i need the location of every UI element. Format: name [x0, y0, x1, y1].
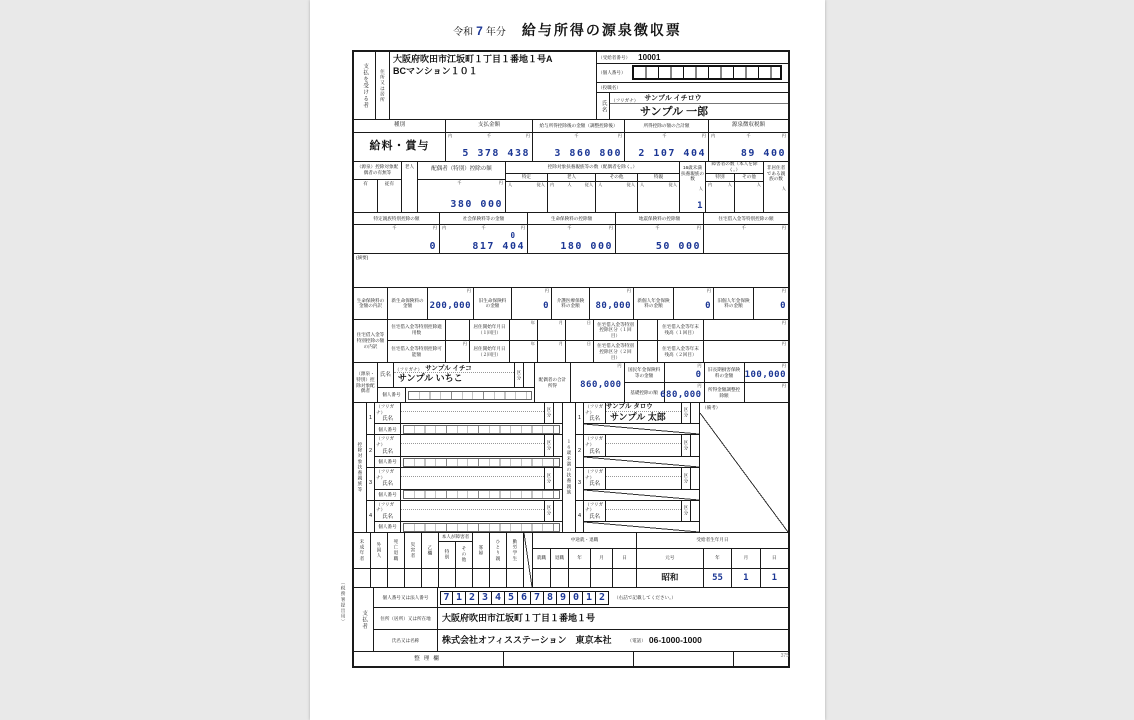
recipient-number-label: （受給者番号） [598, 54, 631, 60]
no-entry-strip [584, 423, 699, 434]
recipient-personal-number-label: （個人番号） [598, 69, 626, 75]
dependent-row [367, 501, 562, 533]
under16-name: サンプル 太郎 [610, 411, 666, 422]
phone-value: 06-1000-1000 [648, 634, 702, 645]
juari-marker: 従有 [384, 180, 395, 186]
nin-marker: 人 [756, 181, 761, 187]
spouse-kojin-boxes [408, 391, 532, 400]
yen-marker: 円 [697, 363, 702, 369]
otsu-column-flag-label: 乙欄 [422, 533, 438, 569]
yen-marker: 円 [781, 363, 786, 369]
yen-marker: 円 [626, 288, 631, 294]
nin-marker: 人 [781, 185, 786, 191]
tsuki-marker: 月 [558, 341, 563, 347]
social-insurance-inner: 0 [510, 230, 515, 240]
title-year: 7 [476, 24, 483, 38]
recipient-role-label: （役職名） [598, 84, 621, 90]
payment-amount: 5 378 438 [462, 148, 530, 160]
under16-header: 16歳未満扶養親族の数 [681, 164, 704, 182]
page-code: 375 [780, 653, 789, 659]
self-disability-other-value [456, 569, 472, 587]
tekiyo-label: (摘要) [356, 255, 369, 261]
dependents-right-rows [576, 403, 700, 532]
payer-address-label: 住所（居所）又は所在地 [374, 608, 438, 629]
single-parent-flag-value [490, 569, 506, 587]
uchi-marker: 内 [549, 181, 555, 187]
tax-office-copy-note: （税務署提出用） [341, 580, 346, 625]
old-life-label: 旧生命保険料の金額 [474, 288, 512, 319]
dis-other-label: その他 [735, 174, 763, 182]
row-number: 2 [367, 435, 375, 467]
recipient-number-value: 10001 [638, 52, 661, 62]
uchi-marker: 内 [708, 181, 713, 187]
under16-row [576, 468, 699, 501]
row-number: 3 [576, 468, 584, 500]
junin-marker: 従人 [536, 181, 545, 187]
nonresident-header: 非居住者である親族の数 [766, 164, 786, 182]
emp-month-label: 月 [591, 549, 612, 569]
row-number: 1 [367, 403, 375, 435]
yen-marker: 円 [696, 224, 701, 230]
spouse-kojin-label: 個人番号 [378, 388, 406, 402]
deductions-section [354, 213, 788, 255]
era-label: 元号 [637, 549, 703, 569]
type-header: 種別 [354, 120, 445, 133]
kojin-label: 個人番号 [375, 424, 401, 434]
recipient-info [597, 52, 788, 119]
yen-marker: 円 [498, 179, 503, 185]
name-label: 氏名 [588, 448, 600, 455]
yen-marker: 円 [781, 224, 786, 230]
dep-other-label: その他 [596, 174, 637, 182]
kojin-label: 個人番号 [375, 522, 401, 532]
quake-insurance-amount: 50 000 [655, 240, 701, 252]
remarks-label: （備考） [702, 404, 721, 410]
remarks-box [700, 403, 788, 532]
name-label: 氏名 [588, 514, 600, 521]
yen-marker: 円 [697, 383, 702, 389]
widow-flag-label: 寡婦 [473, 533, 489, 569]
kojin-boxes [403, 523, 560, 532]
payer-name-label: 氏名又は名称 [374, 630, 438, 651]
hi-marker: 日 [586, 319, 591, 325]
social-insurance-header: 社会保険料等の金額 [440, 213, 527, 225]
dependents-right-label: １６歳未満の扶養親族 [563, 403, 576, 532]
spouse-name: サンプル いちこ [397, 373, 463, 384]
retire-label: 退職 [551, 549, 568, 569]
care-medical-label: 介護医療保険料の金額 [552, 288, 590, 319]
housing-count-label: 住宅借入金等特別控除適用数 [388, 320, 446, 341]
payee-label: 支払を受ける者 [354, 52, 376, 119]
dep-specific-label: 特定 [506, 174, 547, 182]
widow-flag-value [473, 569, 489, 587]
kojin-boxes [403, 490, 560, 499]
kubun-label: 区分 [682, 468, 691, 489]
income-adjust-label: 所得金額調整控除額 [705, 383, 745, 402]
kubun-value [554, 403, 562, 424]
dependent-row [367, 468, 562, 501]
yen-marker: 円 [432, 224, 437, 230]
row-number: 4 [367, 501, 375, 533]
residence-date1-label: 居住開始年月日（１回目） [470, 320, 510, 341]
yen-marker: 円 [706, 288, 711, 294]
kubun-label: 区分 [545, 468, 554, 489]
uchi-marker: 内 [442, 224, 447, 230]
housing-kubun2-label: 住宅借入金等特別控除区分（２回目） [594, 341, 638, 362]
tekiyo-section [354, 254, 788, 288]
name-label: 氏名 [588, 481, 600, 488]
form-title [310, 20, 825, 40]
sen-marker: 千 [662, 133, 667, 138]
quake-insurance-header: 地震保険料の控除額 [616, 213, 703, 225]
dependent-furigana [401, 403, 544, 412]
old-life-value: 0 [543, 300, 549, 311]
birthdate-header: 受給者生年月日 [637, 533, 788, 549]
dependents-left-rows [367, 403, 563, 532]
under16-row [576, 501, 699, 533]
kojin-boxes [403, 458, 560, 467]
recipient-section [354, 52, 788, 120]
life-insurance-header: 生命保険料の控除額 [528, 213, 615, 225]
hire-value [533, 569, 550, 587]
under16-count: 1 [697, 200, 703, 211]
otsu-column-flag-value [422, 569, 438, 587]
recipient-address-line2: BCマンション１０１ [393, 65, 478, 76]
recipient-address [390, 52, 597, 119]
housing-detail-label: 住宅借入金等特別控除の額の内訳 [354, 320, 388, 363]
name-label: 氏名 [381, 416, 393, 423]
payment-section [354, 120, 788, 162]
sen-marker: 千 [655, 224, 660, 230]
social-insurance-amount: 817 404 [472, 240, 525, 252]
housing-balance1-label: 住宅借入金等年末残高（１回目） [658, 320, 704, 341]
ari-marker: 有 [363, 180, 368, 186]
furigana-label: （フリガナ） [585, 501, 604, 513]
junin-marker: 従人 [626, 181, 636, 187]
spouse-income-value: 860,000 [580, 379, 622, 390]
sen-marker: 千 [567, 224, 572, 230]
recipient-name: サンプル 一郎 [640, 106, 709, 119]
office-use-label: 整理欄 [414, 655, 443, 662]
payer-name: 株式会社オフィスステーション 東京本社 [442, 634, 612, 645]
payment-type-value: 給料・賞与 [369, 140, 430, 153]
basic-deduction-label: 基礎控除の額 [625, 383, 665, 402]
birth-month-value: 1 [743, 572, 749, 583]
dependents-count-header: 控除対象扶養親族等の数（配偶者を除く。） [506, 162, 679, 174]
kubun-label: 区分 [545, 435, 554, 456]
yen-marker: 円 [781, 341, 786, 347]
nin-marker: 人 [698, 185, 703, 191]
sen-marker: 千 [746, 133, 751, 138]
pension-label: 国民年金保険料等の金額 [625, 363, 665, 382]
tsuki-marker: 月 [558, 319, 563, 325]
yen-marker: 円 [781, 319, 786, 325]
recipient-personal-number-boxes [632, 65, 782, 80]
office-use-box2 [634, 652, 734, 666]
sen-marker: 千 [481, 224, 486, 230]
spouse-kubun-value [524, 363, 534, 387]
spouse-furigana: サンプル イチコ [425, 364, 472, 372]
yen-marker: 円 [781, 288, 786, 294]
no-entry-strip [584, 489, 699, 500]
payer-number-label: 個人番号又は法人番号 [374, 588, 438, 607]
new-life-value: 200,000 [429, 300, 471, 311]
old-pension-value: 0 [780, 300, 786, 311]
disability-count-header: 障害者の数（本人を除く。） [706, 162, 763, 174]
death-retirement-flag-value [388, 569, 404, 587]
foreigner-flag-value [371, 569, 387, 587]
payer-label: 支払者 [354, 588, 374, 651]
dependent-row [367, 403, 562, 436]
spouse-deduction-amount: 380 000 [450, 199, 503, 211]
under16-furigana: サンプル タロウ [606, 403, 681, 412]
sen-marker: 千 [486, 133, 492, 138]
basic-deduction-value: 680,000 [660, 389, 702, 400]
dep-elderly-label: 老人 [548, 174, 595, 182]
diagonal-spacer [524, 533, 533, 587]
old-insurance-value: 100,000 [744, 369, 786, 380]
income-adjust-value [745, 389, 788, 402]
disaster-flag-label: 災害者 [405, 533, 421, 569]
counts-section [354, 162, 788, 213]
title-suffix: 年分 [485, 27, 506, 38]
emp-year-value [569, 569, 590, 587]
housing-possible-label: 住宅借入金等特別控除可能額 [388, 341, 446, 362]
housing-deduction-amount [704, 252, 788, 253]
birth-day-value: 1 [771, 572, 777, 583]
hire-label: 就職 [533, 549, 550, 569]
life-detail-label: 生命保険料の金額の内訳 [354, 288, 388, 319]
old-insurance-label: 旧長期損害保険料の金額 [705, 363, 745, 382]
life-detail-section [354, 288, 788, 320]
recipient-furigana-label: （フリガナ） [611, 97, 639, 103]
housing-detail-section [354, 320, 788, 364]
housing-balance2-label: 住宅借入金等年末残高（２回目） [658, 341, 704, 362]
yen-marker: 円 [781, 133, 786, 138]
nen-marker: 年 [530, 341, 535, 347]
name-label: 氏名 [588, 416, 600, 423]
furigana-label: （フリガナ） [585, 436, 604, 448]
spouse-income-label: 配偶者の合計所得 [535, 363, 571, 402]
hi-marker: 日 [586, 341, 591, 347]
dis-special-label: 特別 [706, 174, 734, 182]
nen-marker: 年 [530, 319, 535, 325]
working-student-flag-value [507, 569, 523, 587]
new-pension-label: 新個人年金保険料の金額 [634, 288, 674, 319]
nin-marker: 人 [640, 181, 645, 187]
kubun-label: 区分 [545, 501, 554, 522]
kubun-label: 区分 [682, 435, 691, 456]
row-number: 1 [576, 403, 584, 435]
minor-flag-value [354, 569, 370, 587]
kubun-label: 区分 [682, 403, 691, 424]
housing-deduction-header: 住宅借入金等特別控除の額 [704, 213, 788, 225]
self-disability-group-label: 本人が障害者 [439, 533, 472, 542]
yen-marker: 円 [701, 133, 706, 138]
sen-marker: 千 [457, 179, 462, 185]
tokushin-amount: 0 [429, 240, 437, 252]
sen-marker: 千 [574, 133, 579, 138]
row-number: 3 [367, 468, 375, 500]
self-disability-special-value [439, 569, 456, 587]
death-retirement-flag-label: 死亡退職 [388, 533, 404, 569]
junin-marker: 従人 [584, 181, 594, 187]
kojin-boxes [403, 425, 560, 434]
retire-value [551, 569, 568, 587]
foreigner-flag-label: 外国人 [371, 533, 387, 569]
working-student-flag-label: 勤労学生 [507, 533, 523, 569]
employment-change-header: 中途就・退職 [533, 533, 636, 549]
total-deductions-header: 所得控除の額の合計額 [625, 120, 708, 133]
payer-number-digits: 7 1 2 3 4 5 6 7 8 9 0 1 2 [440, 591, 609, 605]
elderly-header: 老人 [404, 163, 415, 169]
after-deduction-amount: 3 860 800 [554, 148, 622, 160]
row-number: 4 [576, 501, 584, 533]
spouse-section [354, 363, 788, 403]
row-number: 2 [576, 435, 584, 467]
office-use-row [354, 652, 788, 666]
document-page [310, 0, 825, 720]
yen-marker: 円 [608, 224, 613, 230]
furigana-label: （フリガナ） [585, 469, 604, 480]
title-main: 給与所得の源泉徴収票 [521, 22, 682, 38]
amount-header: 支払金額 [446, 120, 532, 133]
dependents-left-label: 控除対象扶養親族等 [354, 403, 367, 532]
birth-month-label: 月 [732, 549, 759, 569]
life-insurance-amount: 180 000 [560, 240, 613, 252]
old-pension-label: 旧個人年金保険料の金額 [714, 288, 754, 319]
birth-day-label: 日 [761, 549, 788, 569]
housing-kubun1-label: 住宅借入金等特別控除区分（１回目） [594, 320, 638, 341]
no-entry-strip [584, 456, 699, 467]
nin-marker: 人 [567, 181, 572, 187]
tax-amount: 89 400 [740, 148, 786, 160]
name-label: 氏名 [381, 481, 393, 488]
office-use-box1 [504, 652, 634, 666]
yen-marker: 円 [544, 288, 549, 294]
furigana-label: （フリガナ） [376, 469, 395, 480]
dep-tokushin-label: 特親 [638, 174, 679, 182]
uchi-marker: 内 [448, 133, 453, 138]
under16-row [576, 435, 699, 468]
kubun-label: 区分 [545, 403, 554, 424]
name-label: 氏名 [381, 448, 393, 455]
furigana-label: （フリガナ） [585, 403, 604, 415]
yen-marker: 円 [617, 363, 622, 369]
minor-flag-label: 未成年者 [354, 533, 370, 569]
yen-marker: 円 [525, 133, 530, 138]
flags-section [354, 533, 788, 588]
emp-day-value [613, 569, 636, 587]
birth-year-label: 年 [704, 549, 731, 569]
recipient-name-label: 氏名 [597, 93, 610, 119]
yen-marker: 円 [520, 224, 525, 230]
total-deductions-amount: 2 107 404 [638, 148, 706, 160]
spouse-name-label: 氏名 [378, 363, 394, 387]
new-life-label: 新生命保険料の金額 [388, 288, 428, 319]
single-parent-flag-label: ひとり親 [490, 533, 506, 569]
yen-marker: 円 [466, 288, 471, 294]
tokushin-header: 特定親族特別控除の額 [354, 213, 439, 225]
furigana-label: （フリガナ） [376, 501, 395, 513]
spouse-furigana-label: （フリガナ） [394, 366, 423, 372]
under16-row [576, 403, 699, 436]
care-medical-value: 80,000 [595, 300, 631, 311]
pension-value: 0 [695, 369, 702, 380]
spouse-deduction-header: 配偶者（特別）控除の額 [418, 162, 505, 180]
spouse-section-label: （源泉・特別）控除対象配偶者 [354, 363, 378, 402]
phone-label: （電話） [627, 637, 646, 643]
yen-marker: 円 [781, 383, 786, 389]
payer-number-note: （右詰で記載してください。） [614, 594, 677, 600]
payer-section [354, 588, 788, 652]
payer-address: 大阪府吹田市江坂町１丁目１番地１号 [442, 612, 596, 623]
yen-marker: 円 [617, 133, 622, 138]
disaster-flag-value [405, 569, 421, 587]
after-deduction-header: 給与所得控除後の金額（調整控除後） [533, 120, 624, 133]
furigana-label: （フリガナ） [376, 436, 395, 448]
dependents-section [354, 403, 788, 533]
furigana-label: （フリガナ） [376, 403, 395, 415]
nin-marker: 人 [727, 181, 732, 187]
self-disability-special-label: 特別 [439, 542, 456, 568]
name-label: 氏名 [381, 514, 393, 521]
title-era: 令和 [453, 27, 474, 38]
junin-marker: 従人 [668, 181, 678, 187]
sen-marker: 千 [392, 224, 397, 230]
nin-marker: 人 [508, 181, 513, 187]
kubun-label: 区分 [682, 501, 691, 522]
emp-year-label: 年 [569, 549, 590, 569]
withholding-slip-form [352, 50, 790, 668]
sen-marker: 千 [741, 224, 746, 230]
remarks-diagonal [700, 413, 788, 532]
emp-day-label: 日 [613, 549, 636, 569]
self-disability-other-label: その他 [461, 546, 467, 564]
uchi-marker: 内 [711, 133, 716, 138]
birth-era-value: 昭和 [661, 572, 679, 583]
tax-header: 源泉徴収税額 [709, 120, 788, 133]
birth-year-value: 55 [712, 572, 723, 583]
new-pension-value: 0 [705, 300, 711, 311]
recipient-address-line1: 大阪府吹田市江坂町１丁目１番地１号A [393, 54, 553, 64]
kojin-label: 個人番号 [375, 457, 401, 467]
spouse-kubun-label: 区分 [515, 363, 524, 387]
emp-month-value [591, 569, 612, 587]
recipient-address-label: 住所又は居所 [376, 52, 390, 119]
nin-marker: 人 [598, 181, 603, 187]
residence-date2-label: 居住開始年月日（２回目） [470, 341, 510, 362]
dependent-row [367, 435, 562, 468]
kojin-label: 個人番号 [375, 490, 401, 500]
spouse-presence-header: （源泉）控除対象配偶者の有無等 [354, 162, 401, 180]
no-entry-strip [584, 521, 699, 532]
recipient-furigana: サンプル イチロウ [644, 95, 702, 103]
yen-marker: 円 [462, 341, 467, 347]
